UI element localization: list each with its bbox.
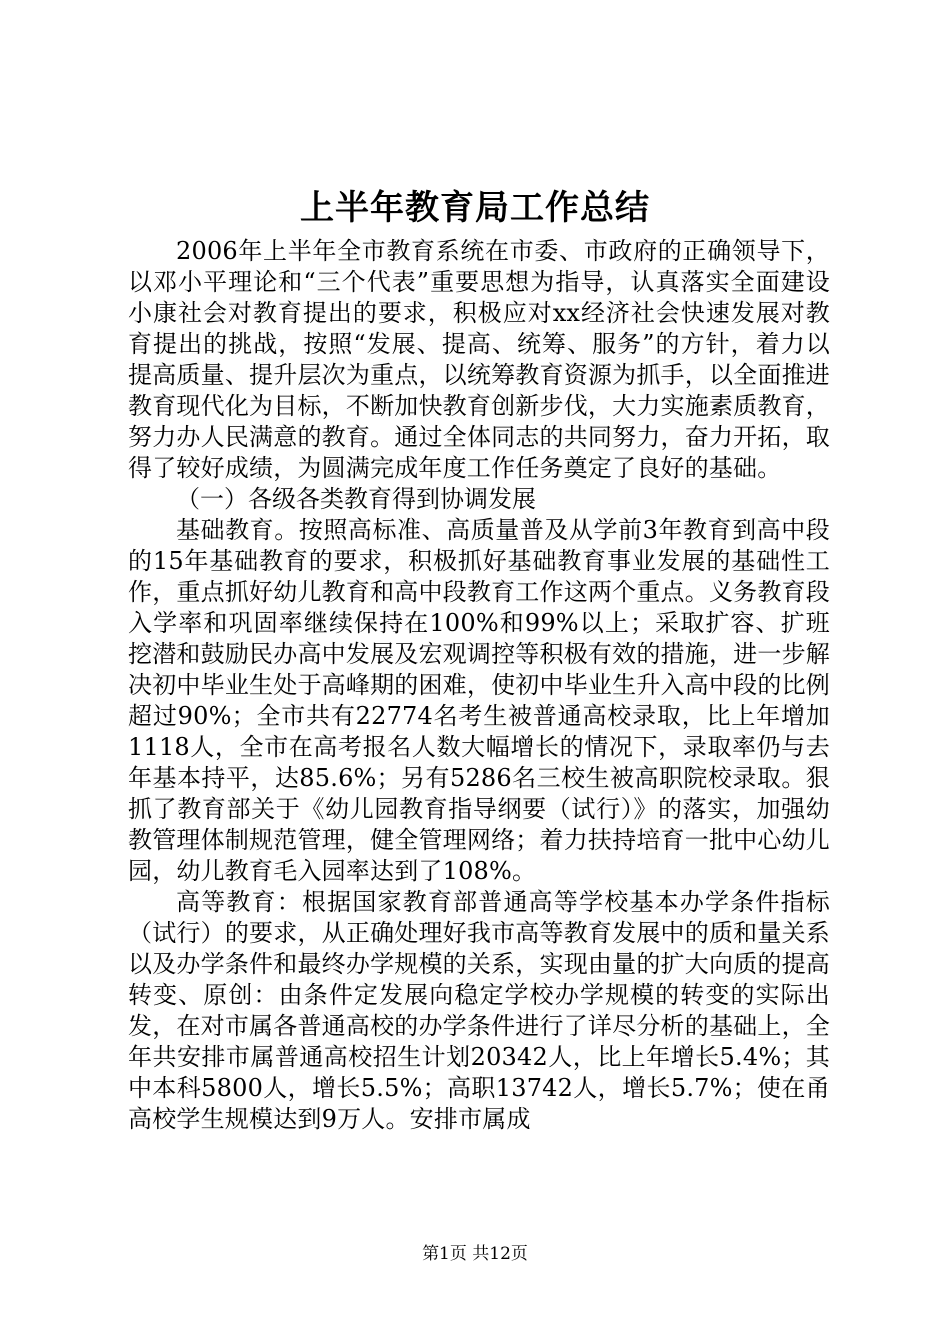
document-title: 上半年教育局工作总结: [300, 188, 650, 228]
higher-education-paragraph: 高等教育：根据国家教育部普通高等学校基本办学条件指标（试行）的要求，从正确处理好我市高等教育发展中的质和量关系以及办学条件和最终办学规模的关系，实现由量的扩大向质的提高转变、原创：由条件定发展向稳定学校办学规模的转变的实际出发，在对市属各普通高校的办学条件进行了详尽分析的基础上，全年共安排市属普通高校招生计划20342人，比上年增长5.4%；其中本科5800人，增长5.5%；高职13742人，增长5.7%；使在甬高校学生规模达到9万人。安排市属成: [128, 888, 830, 1133]
document-body: [128, 236, 830, 1135]
page-number-footer: 第1页 共12页: [422, 1244, 528, 1264]
basic-education-paragraph: 基础教育。按照高标准、高质量普及从学前3年教育到高中段的15年基础教育的要求，积极抓好基础教育事业发展的基础性工作，重点抓好幼儿教育和高中段教育工作这两个重点。义务教育段入学率和巩固率继续保持在100%和99%以上；采取扩容、扩班挖潜和鼓励民办高中发展及宏观调控等积极有效的措施，进一步解决初中毕业生处于高峰期的困难，使初中毕业生升入高中段的比例超过90%；全市共有22774名考生被普通高校录取，比上年增加1118人，全市在高考报名人数大幅增长的情况下，录取率仍与去年基本持平，达85.6%；另有5286名三校生被高职院校录取。狠抓了教育部关于《幼儿园教育指导纲要（试行）》的落实，加强幼教管理体制规范管理，健全管理网络；着力扶持培育一批中心幼儿园，幼儿教育毛入园率达到了108%。: [128, 516, 830, 885]
intro-paragraph: 2006年上半年全市教育系统在市委、市政府的正确领导下，以邓小平理论和“三个代表”重要思想为指导，认真落实全面建设小康社会对教育提出的要求，积极应对xx经济社会快速发展对教育提出的挑战，按照“发展、提高、统筹、服务”的方针，着力以提高质量、提升层次为重点，以统筹教育资源为抓手，以全面推进教育现代化为目标，不断加快教育创新步伐，大力实施素质教育，努力办人民满意的教育。通过全体同志的共同努力，奋力开拓，取得了较好成绩，为圆满完成年度工作任务奠定了良好的基础。: [128, 237, 830, 482]
section-heading: （一）各级各类教育得到协调发展: [176, 485, 536, 513]
